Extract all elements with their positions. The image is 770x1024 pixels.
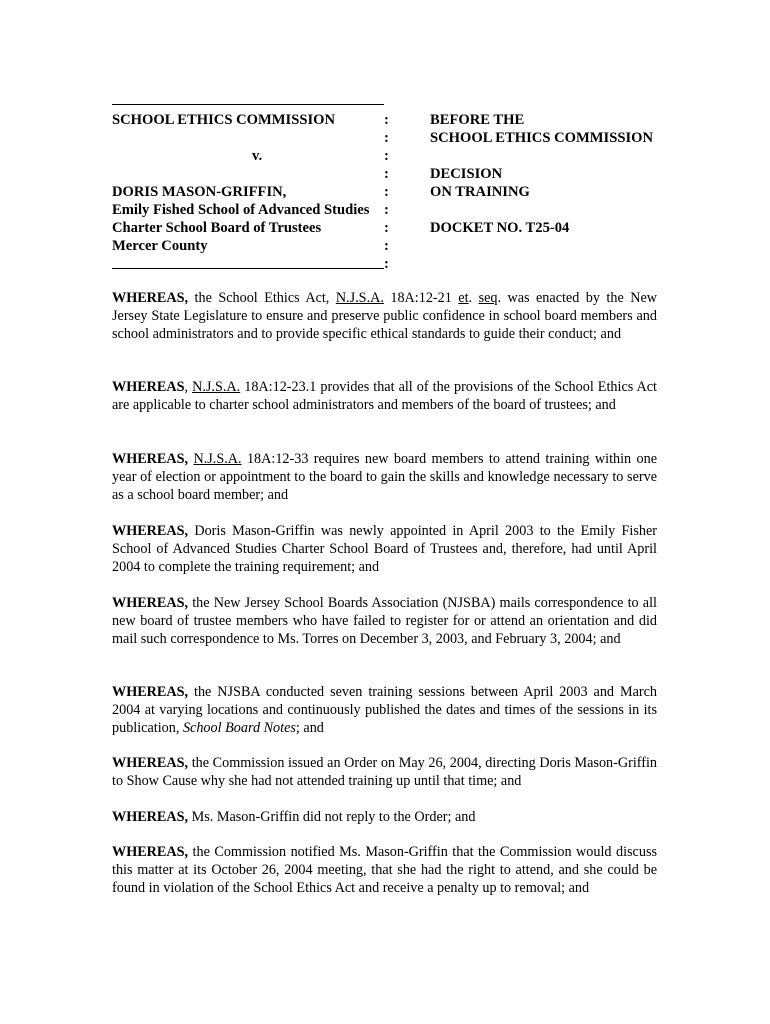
- whereas-label: WHEREAS,: [112, 755, 189, 771]
- whereas-paragraph-7: WHEREAS, the Commission issued an Order on May 26, 2004, directing Doris Mason-Griffin to Show Cause why she had not attended training up until that time; and: [112, 755, 657, 789]
- caption-colon: :: [384, 220, 389, 236]
- whereas-paragraph-9: WHEREAS, the Commission notified Ms. Mason-Griffin that the Commission would discuss this matter at its October 26, 2004 meeting, that she had the right to attend, and she could be found in violation of the School Ethics Act and receive a penalty up to removal; and: [112, 844, 657, 896]
- before-commission: SCHOOL ETHICS COMMISSION: [430, 130, 654, 146]
- caption-commission: SCHOOL ETHICS COMMISSION: [112, 112, 336, 128]
- caption-blank-2: [112, 165, 388, 183]
- caption-board: Charter School Board of Trustees: [112, 220, 322, 236]
- whereas-label: WHEREAS,: [112, 451, 189, 467]
- caption-colon: :: [384, 238, 389, 254]
- caption-colon: :: [384, 202, 389, 218]
- caption-colon: :: [384, 166, 389, 182]
- caption-bottom-rule: [112, 268, 384, 269]
- whereas-paragraph-4: WHEREAS, Doris Mason-Griffin was newly appointed in April 2003 to the Emily Fisher School of Advanced Studies Charter School Board of Trustees and, therefore, had until April 2004 to complete the training requirement; and: [112, 523, 657, 575]
- decision-label: DECISION: [430, 166, 503, 182]
- whereas-paragraph-6: WHEREAS, the NJSBA conducted seven training sessions between April 2003 and March 2004 at varying locations and continuously published the dates and times of the sessions in its publication, School Board Notes; and: [112, 684, 657, 736]
- publication-title: School Board Notes: [182, 720, 296, 736]
- whereas-label: WHEREAS,: [112, 684, 189, 700]
- caption-blank-1: [112, 129, 388, 147]
- before-the: BEFORE THE: [430, 112, 525, 128]
- whereas-label: WHEREAS,: [112, 809, 189, 825]
- case-caption-right: [430, 111, 653, 237]
- statute-citation: N.J.S.A.: [192, 379, 241, 395]
- caption-versus: v.: [252, 148, 263, 164]
- whereas-label: WHEREAS: [112, 379, 185, 395]
- whereas-paragraph-8: WHEREAS, Ms. Mason-Griffin did not reply to the Order; and: [112, 809, 476, 825]
- whereas-label: WHEREAS,: [112, 844, 189, 860]
- whereas-label: WHEREAS,: [112, 290, 189, 306]
- whereas-label: WHEREAS,: [112, 523, 189, 539]
- whereas-paragraph-1: WHEREAS, the School Ethics Act, N.J.S.A. 18A:12-21 et. seq. was enacted by the New Jersey State Legislature to ensure and preserve public confidence in school board members and school administrators and to provide specific ethical standards to guide their conduct; and: [112, 290, 657, 342]
- caption-colon: :: [384, 148, 389, 164]
- caption-respondent: DORIS MASON-GRIFFIN,: [112, 184, 287, 200]
- docket-number: DOCKET NO. T25-04: [430, 220, 570, 236]
- caption-colon: :: [384, 112, 389, 128]
- caption-colon: :: [384, 184, 389, 200]
- case-caption-left: [112, 104, 388, 255]
- statute-citation: N.J.S.A.: [193, 451, 242, 467]
- caption-county: Mercer County: [112, 238, 208, 254]
- caption-school: Emily Fished School of Advanced Studies: [112, 202, 370, 218]
- whereas-label: WHEREAS,: [112, 595, 189, 611]
- statute-citation: N.J.S.A.: [335, 290, 384, 306]
- caption-colon: :: [384, 256, 389, 272]
- on-training-label: ON TRAINING: [430, 184, 530, 200]
- whereas-paragraph-3: WHEREAS, N.J.S.A. 18A:12-33 requires new board members to attend training within one year of election or appointment to the board to gain the skills and knowledge necessary to serve as a school board member; and: [112, 451, 658, 503]
- whereas-paragraph-5: WHEREAS, the New Jersey School Boards Association (NJSBA) mails correspondence to all new board of trustee members who have failed to register for or attend an orientation and did mail such correspondence to Ms. Torres on December 3, 2003, and February 3, 2004; and: [112, 595, 657, 647]
- caption-colon: :: [384, 130, 389, 146]
- whereas-paragraph-2: WHEREAS, N.J.S.A. 18A:12-23.1 provides that all of the provisions of the School Ethics Act are applicable to charter school administrators and members of the board of trustees; and: [112, 379, 657, 413]
